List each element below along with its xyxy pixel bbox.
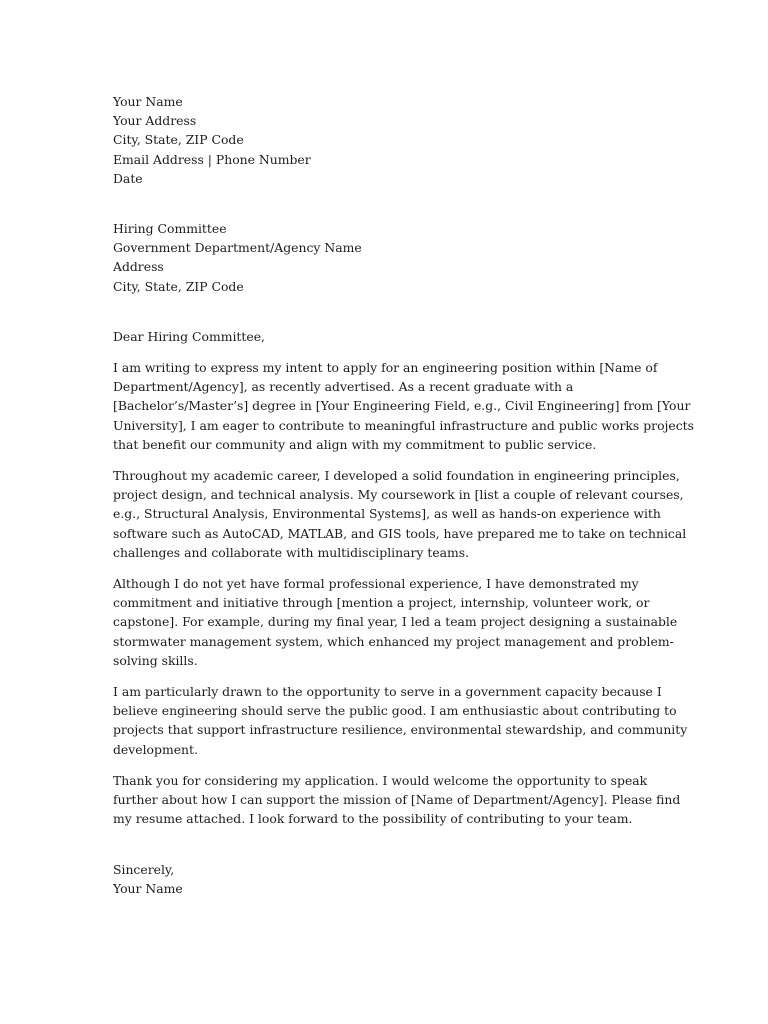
paragraph-line: [Bachelor’s/Master’s] degree in [Your Engineering Field, e.g., Civil Engineering] from [Your [113, 398, 691, 414]
paragraph-line: solving skills. [113, 652, 198, 668]
recipient-organization: Government Department/Agency Name [113, 240, 362, 256]
paragraph-line: capstone]. For example, during my final year, I led a team project designing a sustainable [113, 614, 678, 630]
paragraph-line: software such as AutoCAD, MATLAB, and GIS tools, have prepared me to take on technical [113, 525, 687, 541]
body-paragraph-academic [113, 466, 687, 562]
paragraph-line: commitment and initiative through [mention a project, internship, volunteer work, or [113, 595, 650, 611]
paragraph-line: stormwater management system, which enhanced my project management and problem- [113, 633, 674, 649]
body-paragraph-intro [113, 358, 694, 454]
paragraph-line: I am particularly drawn to the opportunity to serve in a government capacity because I [113, 684, 662, 700]
paragraph-line: development. [113, 741, 198, 757]
paragraph-line: Department/Agency], as recently advertised. As a recent graduate with a [113, 379, 574, 395]
recipient-name: Hiring Committee [113, 221, 227, 237]
paragraph-line: challenges and collaborate with multidisciplinary teams. [113, 544, 470, 560]
body-paragraph-experience [113, 574, 678, 670]
recipient-address-block [113, 219, 658, 296]
paragraph-line: University], I am eager to contribute to meaningful infrastructure and public works projects [113, 417, 694, 433]
paragraph-line: Thank you for considering my application. I would welcome the opportunity to speak [113, 772, 648, 788]
closing-phrase: Sincerely, [113, 861, 175, 877]
closing-block [113, 860, 658, 898]
paragraph-line: that benefit our community and align with my commitment to public service. [113, 436, 597, 452]
body-paragraph-motivation [113, 682, 688, 759]
letter-date: Date [113, 170, 143, 186]
paragraph-line: further about how I can support the mission of [Name of Department/Agency]. Please find [113, 792, 681, 808]
sender-address: Your Address [113, 113, 197, 129]
paragraph-line: Throughout my academic career, I developed a solid foundation in engineering principles, [113, 468, 680, 484]
paragraph-line: believe engineering should serve the public good. I am enthusiastic about contributing to [113, 703, 677, 719]
paragraph-line: Although I do not yet have formal professional experience, I have demonstrated my [113, 576, 639, 592]
paragraph-line: my resume attached. I look forward to the possibility of contributing to your team. [113, 811, 633, 827]
sender-city-state-zip: City, State, ZIP Code [113, 132, 244, 148]
sender-name: Your Name [113, 94, 183, 109]
letter-page [113, 92, 694, 898]
paragraph-line: I am writing to express my intent to apply for an engineering position within [Name of [113, 360, 658, 376]
recipient-address: Address [113, 259, 164, 275]
paragraph-line: e.g., Structural Analysis, Environmental Systems], as well as hands-on experience with [113, 506, 661, 522]
recipient-city-state-zip: City, State, ZIP Code [113, 278, 244, 294]
sender-contact: Email Address | Phone Number [113, 151, 311, 167]
salutation [113, 327, 658, 346]
salutation-text: Dear Hiring Committee, [113, 328, 265, 344]
sender-address-block [113, 92, 658, 188]
body-paragraph-thanks [113, 771, 681, 829]
signature-name: Your Name [113, 880, 183, 896]
paragraph-line: projects that support infrastructure resilience, environmental stewardship, and community [113, 722, 688, 738]
paragraph-line: project design, and technical analysis. My coursework in [list a couple of relevant courses, [113, 487, 684, 503]
